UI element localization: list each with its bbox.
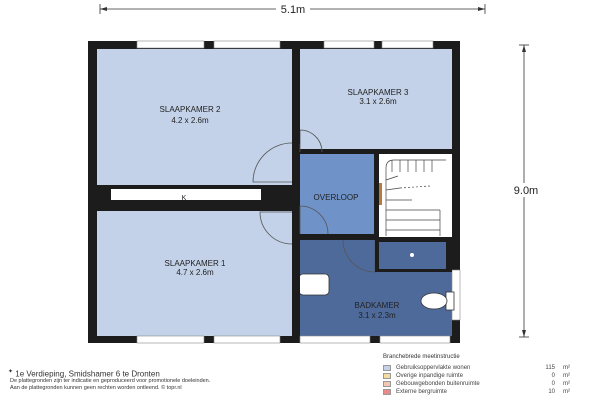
legend-unit: m² xyxy=(563,365,570,371)
legend-unit: m² xyxy=(563,389,570,395)
legend-label: Externe bergruimte xyxy=(396,389,448,395)
room-name: BADKAMER xyxy=(354,301,400,310)
label-badkamer xyxy=(355,301,400,320)
footer-brand: topr.nl xyxy=(166,385,182,391)
legend-label: Gebruiksoppervlakte wonen xyxy=(396,365,471,371)
legend-unit: m² xyxy=(563,373,570,379)
legend-title: Branchebrede meetinstructie xyxy=(383,354,460,360)
legend-value: 0 xyxy=(551,373,555,379)
legend-label: Overige inpandige ruimte xyxy=(396,373,464,379)
legend-swatch xyxy=(383,389,391,395)
copyright-icon: © xyxy=(161,385,166,391)
room-name: SLAAPKAMER 1 xyxy=(164,259,226,268)
legend-item xyxy=(383,388,583,396)
room-name: SLAAPKAMER 2 xyxy=(159,105,221,114)
width-dimension xyxy=(100,3,485,16)
width-label: 5.1m xyxy=(280,4,306,16)
legend-item xyxy=(383,364,583,372)
legend-item xyxy=(383,372,583,380)
room-size: 4.2 x 2.6m xyxy=(171,116,209,125)
legend-value: 0 xyxy=(551,381,555,387)
shower-drain-icon xyxy=(410,253,414,257)
legend-swatch xyxy=(383,381,391,387)
legend-value: 115 xyxy=(545,365,555,371)
footer-disclaimer-2: Aan de plattegronden kunnen geen rechten worden ontleend. xyxy=(10,385,160,391)
footer-disclaimer-1: De plattegronden zijn ter indicatie en geproduceerd voor promotionele doeleinden. xyxy=(10,378,211,384)
stairwell xyxy=(379,154,452,237)
toilet xyxy=(421,292,454,310)
room-name: OVERLOOP xyxy=(313,193,359,202)
closet-label: K xyxy=(181,195,187,202)
legend-swatch xyxy=(383,365,391,371)
legend-unit: m² xyxy=(563,381,570,387)
footer-title-text: 1e Verdieping, Smidshamer 6 te Dronten xyxy=(15,369,160,379)
room-size: 3.1 x 2.3m xyxy=(358,311,396,320)
room-size: 4.7 x 2.6m xyxy=(176,268,214,277)
height-dimension xyxy=(508,45,542,337)
star-icon: ✦ xyxy=(8,369,14,375)
legend-item xyxy=(383,380,583,388)
sink xyxy=(299,274,329,295)
footer-disclaimer-2-row xyxy=(10,385,182,391)
legend-swatch xyxy=(383,373,391,379)
legend-value: 10 xyxy=(548,389,555,395)
legend-label: Gebouwgebonden buitenruimte xyxy=(396,381,480,387)
room-size: 3.1 x 2.6m xyxy=(359,97,397,106)
room-name: SLAAPKAMER 3 xyxy=(347,88,409,97)
label-overloop xyxy=(314,193,359,202)
height-label: 9.0m xyxy=(513,185,539,197)
